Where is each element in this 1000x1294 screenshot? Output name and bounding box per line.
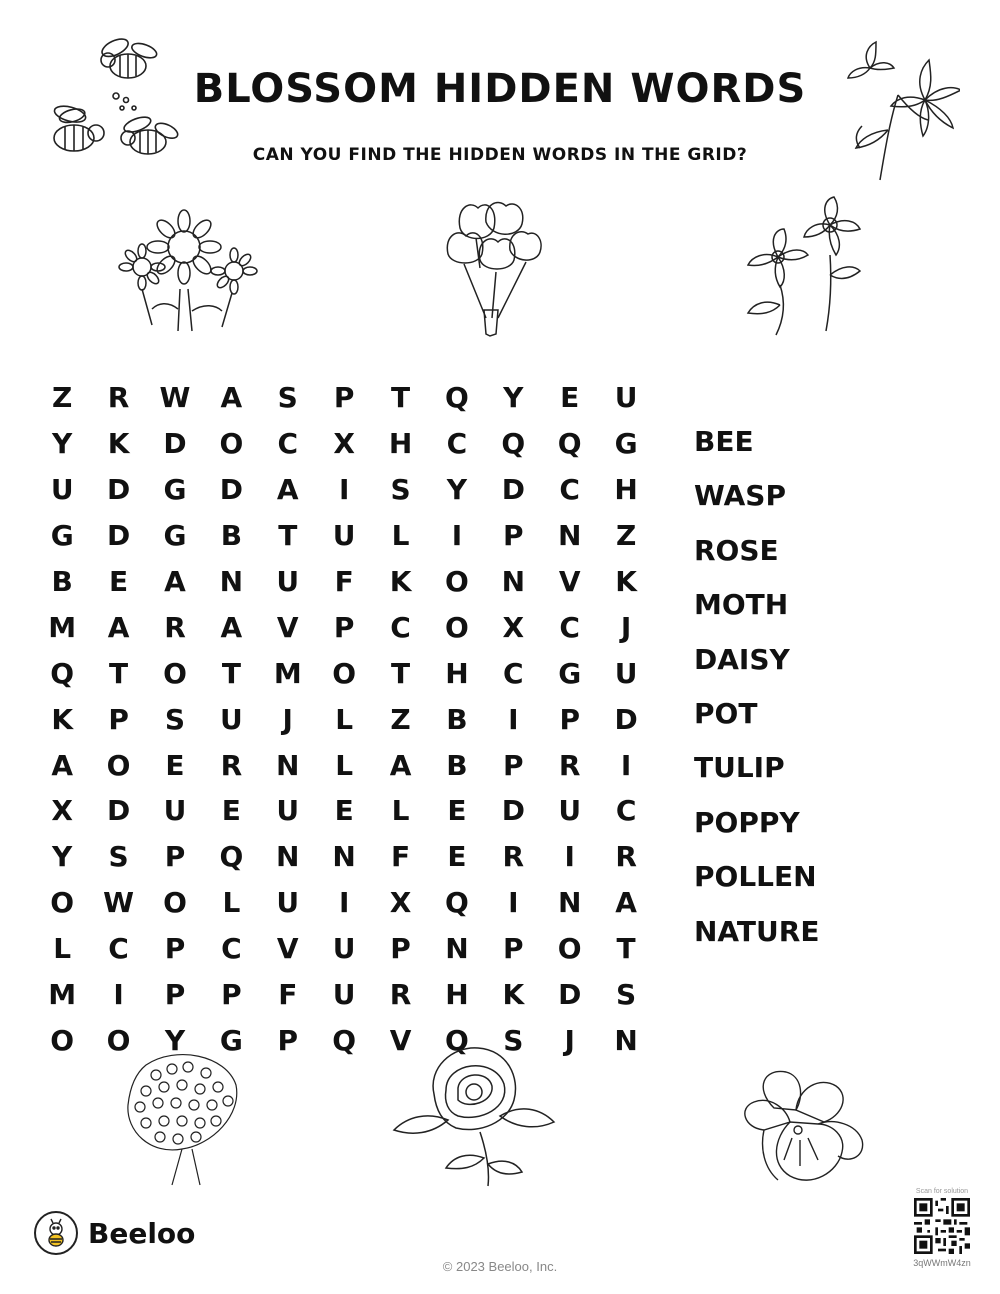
grid-letter[interactable]: R (558, 748, 581, 782)
grid-letter[interactable]: L (335, 748, 354, 782)
grid-letter[interactable]: E (109, 565, 129, 598)
grid-letter[interactable]: X (389, 886, 412, 920)
word-list-item: TULIP (694, 751, 785, 785)
word-list-item: DAISY (694, 642, 790, 676)
grid-letter[interactable]: B (220, 519, 243, 553)
grid-letter[interactable]: N (276, 748, 300, 782)
grid-letter[interactable]: U (276, 794, 300, 828)
grid-letter[interactable]: E (447, 840, 467, 874)
daffodils-illustration (740, 195, 865, 340)
word-list-item: WASP (694, 479, 786, 513)
grid-letter[interactable]: D (106, 794, 131, 828)
grid-letter[interactable]: U (332, 978, 356, 1012)
grid-letter[interactable]: E (334, 794, 354, 828)
grid-letter[interactable]: Q (445, 381, 469, 415)
grid-letter[interactable]: H (445, 656, 469, 690)
sunflowers-illustration (112, 205, 262, 335)
grid-letter[interactable]: J (282, 702, 293, 736)
bee-logo-icon (34, 1211, 78, 1255)
grid-letter[interactable]: G (163, 519, 187, 553)
grid-letter[interactable]: N (557, 886, 582, 920)
qr-code-text: 3qWWmW4zn (913, 1258, 971, 1268)
grid-letter[interactable]: U (163, 794, 187, 828)
grid-letter[interactable]: S (390, 473, 411, 507)
grid-letter[interactable]: L (335, 702, 354, 736)
grid-letter[interactable]: P (390, 932, 411, 966)
grid-letter[interactable]: N (557, 519, 582, 553)
grid-letter[interactable]: A (220, 381, 243, 415)
grid-letter[interactable]: Q (501, 427, 526, 461)
grid-letter[interactable]: L (222, 886, 241, 920)
grid-letter[interactable]: U (50, 473, 74, 507)
grid-letter[interactable]: I (508, 702, 519, 736)
grid-letter[interactable]: H (388, 427, 413, 461)
grid-letter[interactable]: F (334, 565, 354, 598)
grid-letter[interactable]: G (614, 427, 638, 461)
grid-letter[interactable]: A (276, 473, 299, 507)
grid-letter[interactable]: Y (446, 473, 468, 507)
grid-letter[interactable]: Q (219, 840, 244, 874)
grid-letter[interactable]: Q (445, 886, 469, 920)
word-list-item: ROSE (694, 533, 779, 567)
grid-letter[interactable]: P (221, 978, 242, 1012)
grid-letter[interactable]: D (106, 519, 131, 553)
brand-logo (34, 1211, 195, 1255)
brand-name: Beeloo (88, 1216, 196, 1250)
grid-letter[interactable]: O (219, 427, 244, 461)
grid-letter[interactable]: H (445, 978, 469, 1012)
grid-letter[interactable]: T (390, 656, 411, 690)
grid-letter[interactable]: R (107, 381, 130, 415)
grid-letter[interactable]: O (50, 886, 75, 920)
grid-letter[interactable]: S (616, 978, 637, 1012)
grid-letter[interactable]: E (165, 748, 185, 782)
grid-letter[interactable]: D (106, 473, 131, 507)
grid-letter[interactable]: O (445, 610, 469, 644)
word-list-item: POT (694, 696, 758, 730)
grid-letter[interactable]: N (445, 932, 469, 966)
grid-letter[interactable]: Q (332, 1023, 357, 1057)
grid-letter[interactable]: Z (615, 519, 637, 553)
grid-letter[interactable]: T (278, 519, 298, 553)
grid-letter[interactable]: Z (52, 381, 73, 415)
grid-letter[interactable]: M (48, 610, 77, 644)
grid-letter[interactable]: C (221, 932, 242, 966)
grid-letter[interactable]: N (276, 840, 300, 874)
grid-letter[interactable]: C (108, 932, 129, 966)
page-title: BLOSSOM HIDDEN WORDS (193, 66, 807, 112)
grid-letter[interactable]: E (447, 794, 467, 828)
grid-letter[interactable]: N (332, 840, 356, 874)
grid-letter[interactable]: N (219, 565, 244, 598)
grid-letter[interactable]: O (445, 565, 469, 598)
grid-letter[interactable]: U (332, 932, 356, 966)
grid-letter[interactable]: X (502, 610, 525, 644)
grid-letter[interactable]: Q (445, 1023, 469, 1057)
grid-letter[interactable]: O (332, 656, 357, 690)
grid-letter[interactable]: D (614, 702, 638, 736)
grid-letter[interactable]: J (620, 610, 632, 644)
grid-letter[interactable]: A (164, 565, 186, 598)
grid-letter[interactable]: V (276, 932, 299, 966)
grid-letter[interactable]: K (615, 565, 637, 598)
grid-letter[interactable]: U (614, 656, 638, 690)
tulips-illustration (440, 198, 550, 338)
grid-letter[interactable]: D (501, 473, 525, 507)
grid-letter[interactable]: N (614, 1023, 638, 1057)
grid-letter[interactable]: W (103, 886, 135, 920)
grid-letter[interactable]: A (51, 748, 74, 782)
grid-letter[interactable]: B (51, 565, 73, 598)
grid-letter[interactable]: O (50, 1023, 75, 1057)
grid-letter[interactable]: M (273, 656, 302, 690)
grid-letter[interactable]: I (564, 840, 575, 874)
grid-letter[interactable]: P (503, 748, 524, 782)
grid-letter[interactable]: A (389, 748, 412, 782)
grid-letter[interactable]: M (48, 978, 77, 1012)
qr-code-icon[interactable] (914, 1198, 970, 1254)
qr-label: Scan for solution (915, 1188, 969, 1195)
word-list-item: POPPY (694, 805, 800, 839)
grid-letter[interactable]: V (558, 565, 581, 598)
grid-letter[interactable]: S (277, 381, 298, 415)
grid-letter[interactable]: P (503, 932, 524, 966)
grid-letter[interactable]: L (53, 932, 72, 966)
grid-letter[interactable]: A (107, 610, 130, 644)
grid-letter[interactable]: S (108, 840, 129, 874)
grid-letter[interactable]: R (220, 748, 243, 782)
grid-letter[interactable]: N (501, 565, 526, 598)
grid-letter[interactable]: U (614, 381, 638, 415)
grid-letter[interactable]: C (615, 794, 637, 828)
grid-letter[interactable]: B (446, 748, 468, 782)
grid-letter[interactable]: C (559, 610, 580, 644)
grid-letter[interactable]: F (390, 840, 411, 874)
word-list-item: NATURE (694, 914, 820, 948)
grid-letter[interactable]: L (391, 519, 410, 553)
grid-letter[interactable]: P (333, 610, 355, 644)
word-search-grid (34, 375, 654, 1063)
grid-letter[interactable]: V (276, 610, 299, 644)
grid-letter[interactable]: K (389, 565, 412, 598)
pansy-illustration (734, 1068, 874, 1188)
grid-letter[interactable]: G (558, 656, 582, 690)
grid-letter[interactable]: K (502, 978, 525, 1012)
grid-letter[interactable]: F (278, 978, 298, 1012)
grid-letter[interactable]: R (502, 840, 525, 874)
grid-letter[interactable]: C (503, 656, 524, 690)
grid-letter[interactable]: X (51, 794, 73, 828)
grid-letter[interactable]: I (338, 473, 350, 507)
grid-letter[interactable]: O (163, 656, 187, 690)
grid-letter[interactable]: H (614, 473, 638, 507)
copyright-text: © 2023 Beeloo, Inc. (442, 1259, 558, 1274)
grid-letter[interactable]: S (503, 1023, 524, 1057)
bees-illustration (36, 38, 186, 170)
grid-letter[interactable]: U (276, 565, 300, 598)
grid-letter[interactable]: O (163, 886, 187, 920)
grid-letter[interactable]: U (332, 519, 356, 553)
grid-letter[interactable]: Q (557, 427, 582, 461)
grid-letter[interactable]: A (220, 610, 243, 644)
grid-letter[interactable]: R (164, 610, 186, 644)
page-subtitle: CAN YOU FIND THE HIDDEN WORDS IN THE GRID? (252, 145, 748, 165)
grid-letter[interactable]: I (338, 886, 350, 920)
grid-letter[interactable]: P (164, 932, 186, 966)
grid-letter[interactable]: S (164, 702, 186, 736)
hydrangea-illustration (116, 1045, 246, 1190)
grid-letter[interactable]: L (391, 794, 410, 828)
grid-letter[interactable]: P (333, 381, 355, 415)
grid-letter[interactable]: U (276, 886, 300, 920)
grid-letter[interactable]: K (107, 427, 130, 461)
grid-letter[interactable]: U (219, 702, 243, 736)
grid-letter[interactable]: J (564, 1023, 575, 1057)
word-list-item: BEE (694, 425, 754, 458)
grid-letter[interactable]: O (106, 748, 131, 782)
grid-letter[interactable]: P (559, 702, 580, 736)
grid-letter[interactable]: B (446, 702, 468, 736)
grid-letter[interactable]: I (451, 519, 463, 553)
grid-letter[interactable]: Y (164, 1023, 186, 1057)
grid-letter[interactable]: O (106, 1023, 131, 1057)
grid-letter[interactable]: R (389, 978, 412, 1012)
grid-letter[interactable]: D (558, 978, 582, 1012)
grid-letter[interactable]: D (163, 427, 187, 461)
grid-letter[interactable]: C (559, 473, 580, 507)
grid-letter[interactable]: X (333, 427, 355, 461)
grid-letter[interactable]: T (221, 656, 241, 690)
grid-letter[interactable]: C (390, 610, 411, 644)
grid-letter[interactable]: Y (52, 427, 73, 461)
grid-letter[interactable]: R (615, 840, 637, 874)
grid-letter[interactable]: D (501, 794, 525, 828)
grid-letter[interactable]: P (277, 1023, 299, 1057)
grid-letter[interactable]: V (389, 1023, 412, 1057)
grid-letter[interactable]: G (219, 1023, 243, 1057)
grid-letter[interactable]: P (108, 702, 129, 736)
grid-letter[interactable]: Y (503, 381, 524, 415)
grid-letter[interactable]: W (159, 381, 191, 415)
solution-qr-block (910, 1188, 974, 1268)
grid-letter[interactable]: I (113, 978, 124, 1012)
grid-letter[interactable]: C (446, 427, 468, 461)
grid-letter[interactable]: G (50, 519, 74, 553)
grid-letter[interactable]: T (616, 932, 636, 966)
grid-letter[interactable]: C (277, 427, 299, 461)
grid-letter[interactable]: E (560, 381, 580, 415)
grid-letter[interactable]: I (508, 886, 519, 920)
grid-letter[interactable]: Z (390, 702, 411, 736)
grid-letter[interactable]: D (219, 473, 243, 507)
grid-letter[interactable]: Y (52, 840, 73, 874)
grid-letter[interactable]: A (615, 886, 637, 920)
grid-letter[interactable]: P (503, 519, 524, 553)
grid-letter[interactable]: T (390, 381, 411, 415)
grid-letter[interactable]: P (164, 840, 186, 874)
rose-illustration (388, 1040, 560, 1190)
grid-letter[interactable]: T (109, 656, 129, 690)
grid-letter[interactable]: I (620, 748, 632, 782)
grid-letter[interactable]: O (557, 932, 582, 966)
grid-letter[interactable]: E (221, 794, 241, 828)
grid-letter[interactable]: P (164, 978, 186, 1012)
grid-letter[interactable]: G (163, 473, 187, 507)
grid-letter[interactable]: U (558, 794, 582, 828)
word-list (694, 422, 819, 966)
grid-letter[interactable]: Q (50, 656, 75, 690)
lily-illustration (840, 40, 960, 185)
grid-letter[interactable]: K (51, 702, 74, 736)
word-list-item: MOTH (694, 588, 789, 622)
word-list-item: POLLEN (694, 860, 817, 894)
